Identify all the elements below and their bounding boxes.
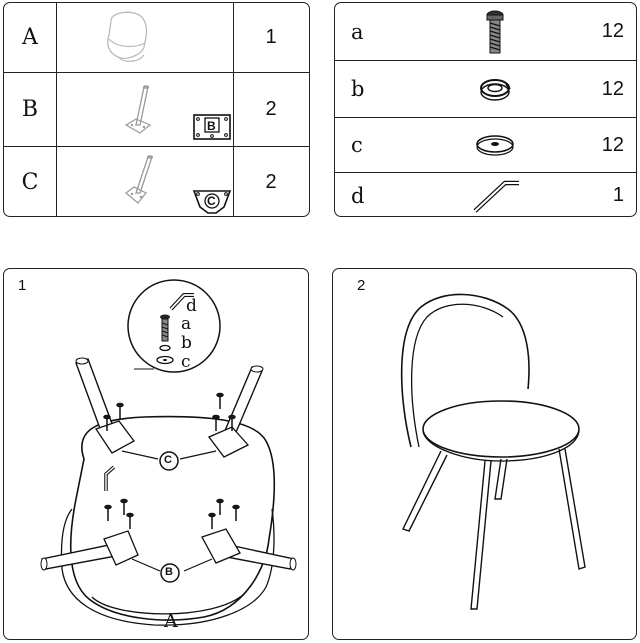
part-letter: C xyxy=(21,170,39,195)
hardware-row-c xyxy=(335,118,636,173)
step-2-panel xyxy=(332,268,637,640)
hardware-letter: c xyxy=(351,133,363,157)
step-1-panel xyxy=(3,268,309,640)
hardware-letter: d xyxy=(351,183,365,208)
hardware-row-a xyxy=(335,3,636,61)
callout-label-a: a xyxy=(181,314,192,334)
part-row-b xyxy=(4,73,309,147)
hardware-letter: a xyxy=(351,19,364,44)
flat-washer-icon xyxy=(415,118,565,172)
part-qty: 2 xyxy=(265,171,277,193)
leg-with-plate-c-icon xyxy=(56,147,233,217)
hardware-letter: b xyxy=(351,77,365,101)
allen-key-icon xyxy=(415,173,565,217)
part-letter: B xyxy=(21,97,39,122)
plate-c-tag: C xyxy=(207,194,216,208)
callout-label-b: b xyxy=(181,333,192,353)
callout-label-d: d xyxy=(186,296,197,316)
hardware-qty: 12 xyxy=(601,133,624,156)
callout-label-c: c xyxy=(181,352,191,372)
plate-label-b: B xyxy=(165,566,173,578)
assembled-chair-icon xyxy=(333,269,637,640)
step-1-illustration xyxy=(4,269,309,640)
hardware-row-d xyxy=(335,173,636,217)
plate-b-tag: B xyxy=(207,119,216,133)
plate-label-c: C xyxy=(164,454,172,466)
part-letter: A xyxy=(22,25,38,50)
part-qty: 1 xyxy=(265,26,277,48)
bolt-icon xyxy=(415,3,565,60)
hardware-table xyxy=(334,2,637,217)
hardware-qty: 1 xyxy=(612,184,624,206)
hardware-qty: 12 xyxy=(601,20,624,42)
step-number: 1 xyxy=(18,277,27,294)
hardware-row-b xyxy=(335,61,636,118)
part-row-a xyxy=(4,3,309,73)
chair-seat-icon xyxy=(56,3,233,72)
part-qty: 2 xyxy=(265,98,277,120)
hardware-qty: 12 xyxy=(601,77,624,100)
leg-with-plate-b-icon xyxy=(56,73,233,146)
main-parts-table xyxy=(3,2,310,217)
part-row-c xyxy=(4,147,309,217)
seat-label-a: A xyxy=(164,610,178,632)
step-number: 2 xyxy=(357,277,366,294)
spring-washer-icon xyxy=(415,61,565,117)
